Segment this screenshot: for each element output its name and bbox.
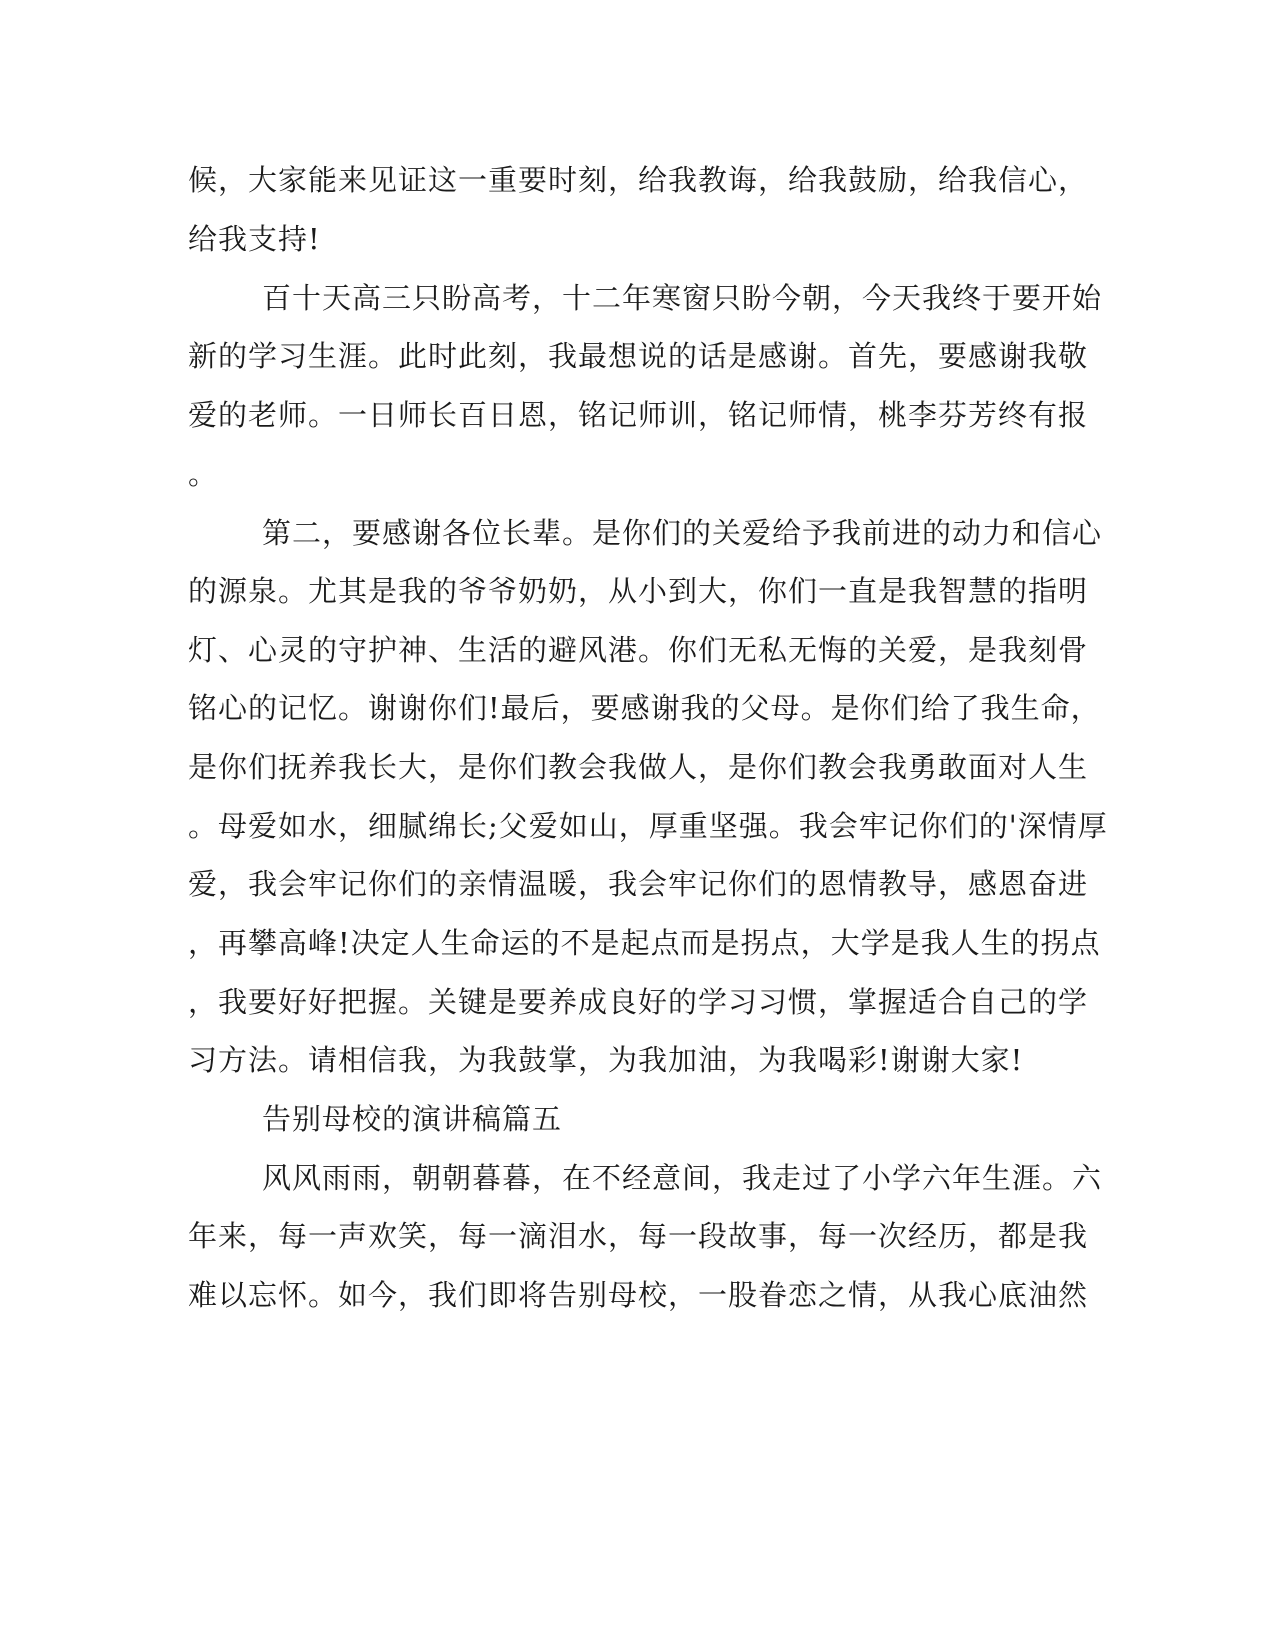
- text-line: 铭心的记忆。谢谢你们!最后，要感谢我的父母。是你们给了我生命，: [188, 691, 1101, 725]
- text-line: 给我支持!: [188, 222, 321, 256]
- text-line: 习方法。请相信我，为我鼓掌，为我加油，为我喝彩!谢谢大家!: [188, 1043, 1024, 1077]
- text-line: 爱的老师。一日师长百日恩，铭记师训，铭记师情，桃李芬芳终有报: [188, 398, 1089, 432]
- text-line: 是你们抚养我长大，是你们教会我做人，是你们教会我勇敢面对人生: [188, 750, 1089, 784]
- paragraph-start-line: 百十天高三只盼高考，十二年寒窗只盼今朝，今天我终于要开始: [262, 281, 1103, 315]
- text-line: 。: [188, 457, 219, 491]
- paragraph-start-line: 风风雨雨，朝朝暮暮，在不经意间，我走过了小学六年生涯。六: [262, 1161, 1103, 1195]
- text-line: 新的学习生涯。此时此刻，我最想说的话是感谢。首先，要感谢我敬: [188, 339, 1089, 373]
- text-line: 年来，每一声欢笑，每一滴泪水，每一段故事，每一次经历，都是我: [188, 1219, 1089, 1253]
- text-line: 。母爱如水，细腻绵长;父爱如山，厚重坚强。我会牢记你们的'深情厚: [188, 809, 1108, 843]
- paragraph-start-line: 第二，要感谢各位长辈。是你们的关爱给予我前进的动力和信心: [262, 516, 1103, 550]
- text-line: ，我要好好把握。关键是要养成良好的学习习惯，掌握适合自己的学: [188, 985, 1089, 1019]
- text-line: 爱，我会牢记你们的亲情温暖，我会牢记你们的恩情教导，感恩奋进: [188, 867, 1089, 901]
- text-line: 的源泉。尤其是我的爷爷奶奶，从小到大，你们一直是我智慧的指明: [188, 574, 1089, 608]
- text-line: 候，大家能来见证这一重要时刻，给我教诲，给我鼓励，给我信心，: [188, 163, 1089, 197]
- text-line: 灯、心灵的守护神、生活的避风港。你们无私无悔的关爱，是我刻骨: [188, 633, 1089, 667]
- section-heading: 告别母校的演讲稿篇五: [262, 1102, 563, 1136]
- text-line: ，再攀高峰!决定人生命运的不是起点而是拐点，大学是我人生的拐点: [188, 926, 1101, 960]
- text-line: 难以忘怀。如今，我们即将告别母校，一股眷恋之情，从我心底油然: [188, 1278, 1089, 1312]
